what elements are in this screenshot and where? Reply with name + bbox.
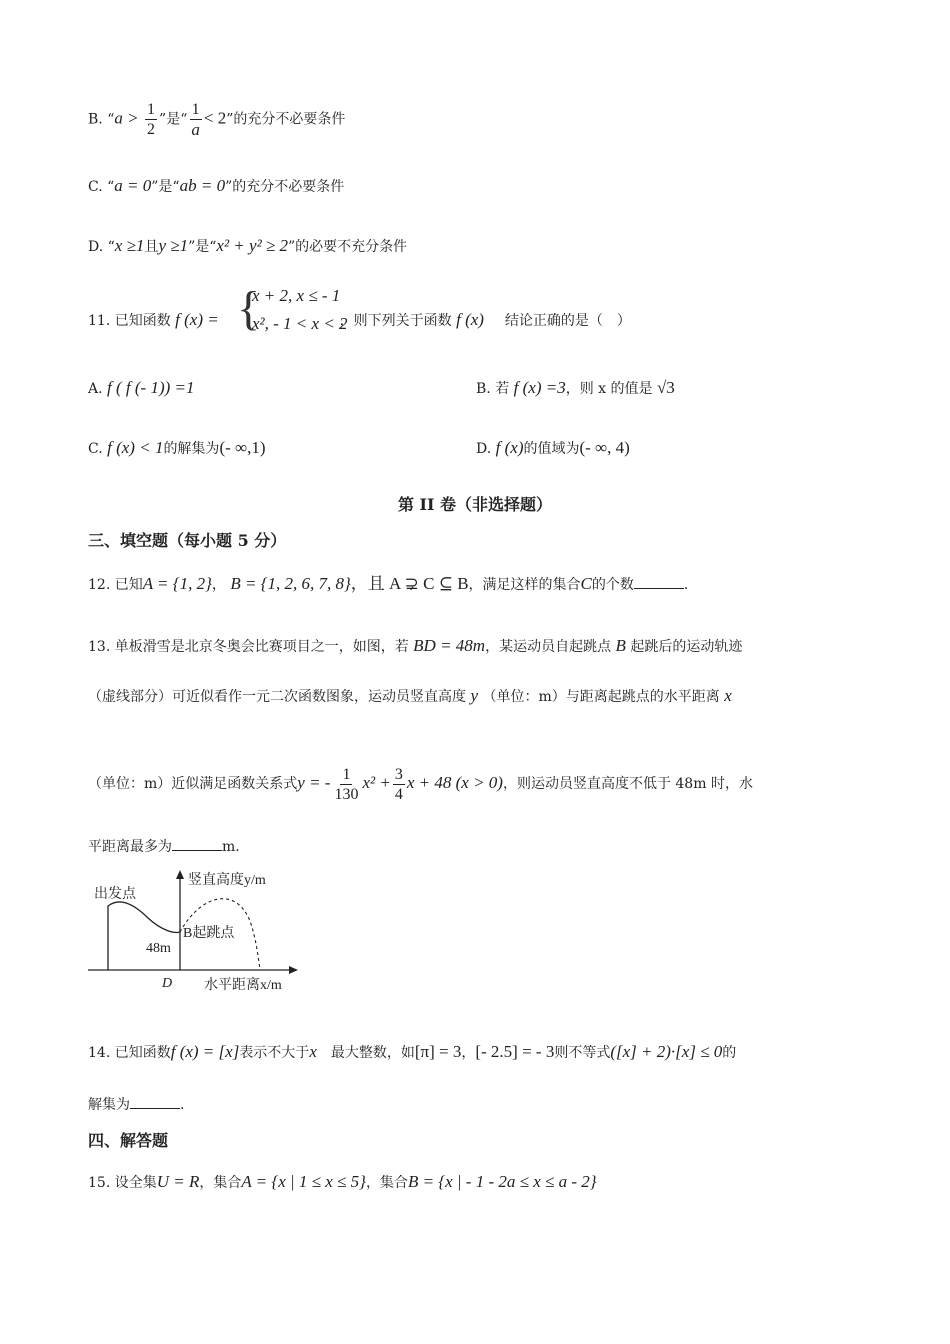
answer-blank (634, 574, 684, 589)
question-13-line-4: 平距离最多为 m. (88, 836, 240, 857)
answer-blank (172, 836, 222, 851)
takeoff-label: B起跳点 (183, 926, 235, 941)
section-heading: 三、填空题（每小题 5 分） (88, 531, 287, 550)
piecewise-case-2: x², - 1 < x < 2 (252, 314, 348, 333)
option-b: B. “a > $\frac{1}{2}$ ”是“ $\frac{1}{a}$ < 2”的充分不必要条件 (88, 101, 346, 139)
question-13-line-3: （单位：m）近似满足函数关系式y = - $\frac{1}{130}$ x² + $\frac{3}{4}$ x + 48 (x > 0)，则运动员竖直高度不低于 48m 时，水 (88, 765, 753, 803)
fraction: $\frac{1}{2}$ (147, 101, 156, 138)
slope-curve (108, 902, 180, 970)
y-axis-arrow (176, 870, 184, 879)
q11-option-a: A. f ( f (- 1)) =1 (88, 378, 195, 397)
question-13-line-1: 13. 单板滑雪是北京冬奥会比赛项目之一，如图，若 BD = 48m，某运动员自起跳点 B 起跳后的运动轨迹 (88, 636, 743, 655)
piecewise-brace: { (237, 282, 261, 335)
q11-option-b: B. 若 f (x) =3，则 x 的值是 √3 (476, 378, 675, 397)
question-12: 12. 已知A = {1, 2}， B = {1, 2, 6, 7, 8}，且 A ⊋ C ⊆ B，满足这样的集合C的个数 . (88, 574, 689, 593)
trajectory-diagram (86, 866, 306, 996)
start-label: 出发点 (94, 887, 136, 902)
question-14-line-2: 解集为 . (88, 1094, 184, 1115)
x-axis-arrow (289, 966, 298, 974)
height-label: 48m (146, 941, 171, 956)
question-14-line-1: 14. 已知函数f (x) = [x]表示不大于x 最大整数，如[π] = 3，[- 2.5] = - 3则不等式([x] + 2)·[x] ≤ 0的 (88, 1042, 737, 1061)
question-15: 15. 设全集U = R，集合A = {x | 1 ≤ x ≤ 5}，集合B = {x | - 1 - 2a ≤ x ≤ a - 2} (88, 1172, 597, 1191)
math-inequality: a > (114, 108, 139, 128)
ski-jump-figure (86, 866, 306, 996)
answer-blank (130, 1094, 180, 1109)
y-axis-label: 竖直高度y/m (188, 873, 266, 888)
part-title: 第 II 卷（非选择题） (397, 495, 553, 514)
fraction: $\frac{1}{130}$ (334, 765, 359, 803)
x-axis-label: 水平距离x/m (204, 978, 282, 993)
q11-option-c: C. f (x) < 1的解集为(- ∞,1) (88, 438, 266, 457)
option-c: C. “a = 0”是“ab = 0”的充分不必要条件 (88, 176, 345, 195)
q11-option-d: D. f (x)的值域为(- ∞, 4) (476, 438, 630, 457)
section-heading: 四、解答题 (88, 1131, 169, 1150)
fraction: $\frac{1}{a}$ (191, 101, 200, 139)
origin-label: D (162, 976, 173, 991)
option-d: D. “x ≥1且y ≥1”是“x² + y² ≥ 2”的必要不充分条件 (88, 236, 408, 255)
fraction: $\frac{3}{4}$ (394, 765, 403, 803)
question-13-line-2: （虚线部分）可近似看作一元二次函数图象，运动员竖直高度 y （单位：m）与距离起跳点的水平距离 x (88, 686, 732, 705)
piecewise-case-1: x + 2, x ≤ - 1 (252, 286, 341, 305)
question-11: 11. 已知函数 f (x) = ，则下列关于函数 f (x) 结论正确的是（ ） (88, 310, 631, 329)
